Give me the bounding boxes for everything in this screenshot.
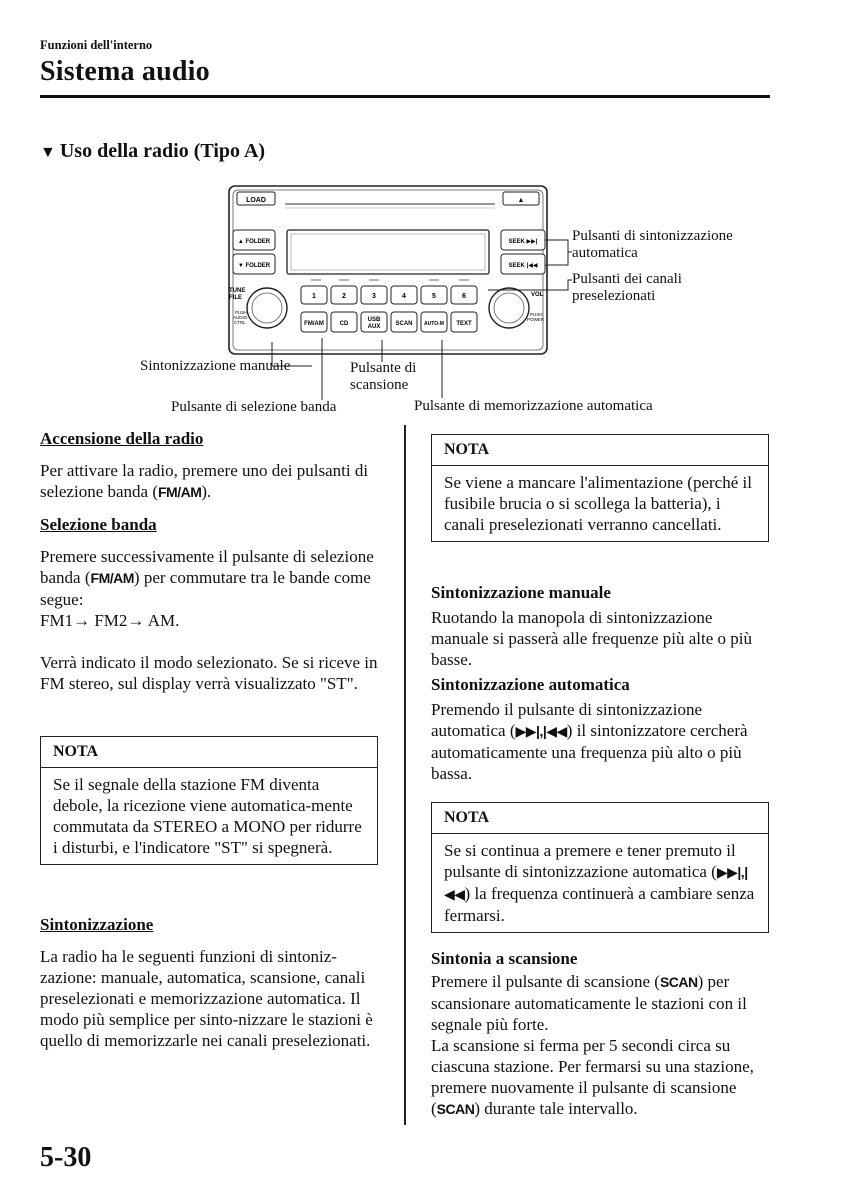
left-column-tuning [40,914,380,1051]
preset-2-label: 2 [342,293,346,300]
heading-manual: Sintonizzazione manuale [431,583,611,602]
note-3-body: Se si continua a premere e tener premuto il pulsante di sintonizzazione automatica (▶▶|,|◀◀) la frequenza continuerà a cambiare senza fermarsi. [444,841,755,925]
vol-label: VOL [531,292,544,298]
column-divider [404,425,406,1125]
note-box-3 [431,802,769,933]
note-3-heading: NOTA [432,803,768,834]
seek-keys-2: ▶▶|,|◀◀ [444,864,748,902]
fm-am-key-2: FM/AM [90,570,134,586]
seek-keys: ▶▶|,|◀◀ [515,723,567,739]
preset-4-label: 4 [402,293,406,300]
fm-am-label: FM/AM [304,321,324,327]
para-power: Per attivare la radio, premere uno dei pulsanti di selezione banda (FM/AM). [40,461,369,501]
para-tuning: La radio ha le seguenti funzioni di sintoniz-zazione: manuale, automatica, scansione, canali preselezionati e memorizzazione automatica. Il modo più semplice per sinto-nizzare le stazioni è quello di memorizzarle nei canali preselezionati. [40,947,373,1050]
fm-am-key: FM/AM [158,484,202,500]
callout-band-select: Pulsante di selezione banda [171,399,337,415]
heading-tuning: Sintonizzazione [40,915,154,934]
callout-seek-tuning: Pulsanti di sintonizzazione automatica [572,228,733,261]
para-scan: Premere il pulsante di scansione (SCAN) per scansionare automaticamente le stazioni con il segnale più forte. [431,972,747,1034]
scan-key: SCAN [659,974,698,990]
preset-1-label: 1 [312,293,316,300]
section-label: Funzioni dell'interno [40,38,153,52]
para-scan-2: La scansione si ferma per 5 secondi circa su ciascuna stazione. Per fermarsi su una stazione, premere nuovamente il pulsante di scansione (SCAN) durante tale intervallo. [431,1036,754,1118]
note-2-body: Se viene a mancare l'alimentazione (perché il fusibile brucia o si scollega la batteria), i canali preselezionati verranno cancellati. [444,473,752,534]
para-band: Premere successivamente il pulsante di selezione banda (FM/AM) per commutare tra le bande come segue: [40,547,374,609]
power-label: PUSH POWER [527,312,545,322]
para-band-sequence: FM1→ FM2→ AM. [40,611,180,630]
page-title: Sistema audio [40,56,210,87]
folder-down-label: ▼ FOLDER [237,263,271,269]
heading-power: Accensione della radio [40,429,204,448]
note-box-2 [431,434,769,542]
callout-scan-button: Pulsante di scansione [350,360,417,393]
heading-auto: Sintonizzazione automatica [431,675,630,694]
tune-file-label: TUNE FILE [229,288,246,301]
preset-3-label: 3 [372,293,376,300]
seek-down-label: SEEK |◀◀ [508,263,538,269]
load-label: LOAD [246,197,266,204]
usb-aux-label: USB AUX [367,317,381,330]
page-number: 5-30 [40,1142,92,1173]
triangle-marker-icon: ▼ [40,144,56,161]
audio-ctrl-label: PUSH AUDIO CTRL [233,310,248,325]
heading-scan: Sintonia a scansione [431,949,578,968]
seek-up-label: SEEK ▶▶| [508,239,538,245]
right-column [431,582,771,784]
scan-key-2: SCAN [436,1101,475,1117]
auto-m-label: AUTO-M [424,321,444,327]
right-column-scan [431,948,776,1120]
preset-6-label: 6 [462,293,466,300]
callout-auto-memory: Pulsante di memorizzazione automatica [414,398,653,414]
para-manual: Ruotando la manopola di sintonizzazione manuale si passerà alle frequenze più alte o più basse. [431,608,752,669]
note-1-heading: NOTA [41,737,377,768]
folder-up-label: ▲ FOLDER [237,239,271,245]
callout-preset-channels: Pulsanti dei canali preselezionati [572,271,682,304]
note-1-body: Se il segnale della stazione FM diventa debole, la ricezione viene automatica-mente commutata da STEREO a MONO per ridurre i disturbi, e l'indicatore "ST" si spegnerà. [53,775,362,857]
subtitle-text: Uso della radio (Tipo A) [59,140,266,162]
note-box-1 [40,736,378,865]
para-band-mode: Verrà indicato il modo selezionato. Se si riceve in FM stereo, sul display verrà visualizzato "ST". [40,653,378,693]
left-column [40,428,380,694]
heading-band: Selezione banda [40,515,157,534]
scan-label: SCAN [395,321,413,327]
text-label: TEXT [456,321,472,327]
cd-label: CD [339,321,349,327]
note-2-heading: NOTA [432,435,768,466]
callout-manual-tuning: Sintonizzazione manuale [140,358,291,374]
preset-5-label: 5 [432,293,436,300]
para-auto: Premendo il pulsante di sintonizzazione automatica (▶▶|,|◀◀) il sintonizzatore cercherà automaticamente una frequenza più alto o più bassa. [431,700,748,783]
eject-icon: ▲ [517,197,525,204]
